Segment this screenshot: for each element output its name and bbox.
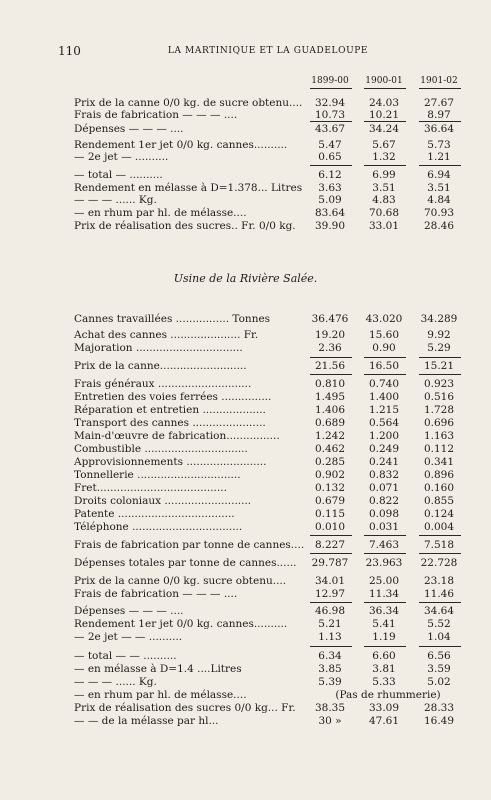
cell: 2.36 xyxy=(318,342,342,354)
row-label: — en mélasse à D=1.4 ....Litres xyxy=(74,663,242,675)
cell: 1.163 xyxy=(423,430,455,442)
running-title: LA MARTINIQUE ET LA GUADELOUPE xyxy=(167,46,369,56)
sum-rule xyxy=(364,646,406,647)
cell: 34.24 xyxy=(368,123,400,135)
cell: 5.52 xyxy=(427,618,451,630)
table-row xyxy=(0,495,491,507)
cell: 11.46 xyxy=(423,588,455,600)
cell: 34.64 xyxy=(423,605,455,617)
table-row xyxy=(0,391,491,403)
cell: 0.031 xyxy=(368,521,400,533)
cell: 25.00 xyxy=(368,575,400,587)
header-underline xyxy=(310,88,352,89)
cell: 0.855 xyxy=(423,495,455,507)
cell: 8.97 xyxy=(427,109,451,121)
cell: 83.64 xyxy=(314,207,346,219)
cell: 5.02 xyxy=(427,676,451,688)
table-row xyxy=(0,443,491,455)
row-label: Cannes travaillées ................ Tonnes xyxy=(74,313,271,325)
cell: 0.822 xyxy=(368,495,400,507)
cell: 0.249 xyxy=(368,443,400,455)
cell: 1.242 xyxy=(314,430,346,442)
cell: 0.696 xyxy=(423,417,455,429)
sum-rule xyxy=(310,357,352,358)
table-row xyxy=(0,715,491,727)
cell: 0.679 xyxy=(314,495,346,507)
sum-rule xyxy=(310,646,352,647)
row-label: — en rhum par hl. de mélasse.... xyxy=(74,689,247,701)
cell: 0.112 xyxy=(423,443,455,455)
cell: 70.93 xyxy=(423,207,455,219)
table-row xyxy=(0,539,491,551)
table-row xyxy=(0,508,491,520)
cell: 0.124 xyxy=(423,508,455,520)
table-row xyxy=(0,220,491,232)
cell: 1.32 xyxy=(372,151,396,163)
cell: 6.56 xyxy=(427,650,451,662)
cell: 7.518 xyxy=(423,539,455,551)
sum-rule xyxy=(419,165,461,166)
cell: 1.406 xyxy=(314,404,346,416)
row-label: Prix de la canne.......................... xyxy=(74,360,247,372)
cell: 1.04 xyxy=(427,631,451,643)
table-row xyxy=(0,194,491,206)
cell: 5.09 xyxy=(318,194,342,206)
row-label: Dépenses — — — .... xyxy=(74,605,184,617)
table-row xyxy=(0,430,491,442)
cell: 70.68 xyxy=(368,207,400,219)
cell: 38.35 xyxy=(314,702,346,714)
row-label: — — — ...... Kg. xyxy=(74,194,157,206)
column-header: 1901-02 xyxy=(420,76,458,86)
row-label: Patente ................................... xyxy=(74,508,235,520)
sum-rule xyxy=(310,121,352,122)
row-label: Dépenses — — — .... xyxy=(74,123,184,135)
cell: 1.19 xyxy=(372,631,396,643)
cell: 5.29 xyxy=(427,342,451,354)
row-label: Transport des cannes ...................... xyxy=(74,417,266,429)
column-header: 1900-01 xyxy=(365,76,403,86)
sum-rule xyxy=(310,535,352,536)
column-header: 1899-00 xyxy=(311,76,349,86)
cell: 15.60 xyxy=(368,329,400,341)
row-label: — — de la mélasse par hl... xyxy=(74,715,219,727)
cell: 22.728 xyxy=(420,557,458,569)
table-row xyxy=(0,329,491,341)
row-label: Frais de fabrication — — — .... xyxy=(74,588,238,600)
table-row xyxy=(0,417,491,429)
cell: 47.61 xyxy=(368,715,400,727)
cell: 3.59 xyxy=(427,663,451,675)
cell: 0.516 xyxy=(423,391,455,403)
row-label: Téléphone ................................. xyxy=(74,521,243,533)
table-row xyxy=(0,456,491,468)
cell: 12.97 xyxy=(314,588,346,600)
cell: 0.923 xyxy=(423,378,455,390)
cell: 16.50 xyxy=(368,360,400,372)
row-label: — 2e jet — — .......... xyxy=(74,631,183,643)
sum-rule xyxy=(364,374,406,375)
cell: 19.20 xyxy=(314,329,346,341)
table-row xyxy=(0,182,491,194)
cell: 1.400 xyxy=(368,391,400,403)
cell: 6.12 xyxy=(318,169,342,181)
cell: 5.47 xyxy=(318,139,342,151)
row-label: — — — ...... Kg. xyxy=(74,676,157,688)
cell: 34.289 xyxy=(420,313,458,325)
row-label: Prix de la canne 0/0 kg. sucre obtenu.... xyxy=(74,575,287,587)
cell: 39.90 xyxy=(314,220,346,232)
cell: 1.200 xyxy=(368,430,400,442)
table-row xyxy=(0,676,491,688)
cell: 34.01 xyxy=(314,575,346,587)
sum-rule xyxy=(310,165,352,166)
row-label: Prix de la canne 0/0 kg. de sucre obtenu.... xyxy=(74,97,303,109)
table-row xyxy=(0,650,491,662)
cell: 5.21 xyxy=(318,618,342,630)
sum-rule xyxy=(419,646,461,647)
cell: 3.51 xyxy=(427,182,451,194)
cell: 4.83 xyxy=(372,194,396,206)
table-row xyxy=(0,575,491,587)
table-row xyxy=(0,689,491,701)
row-label: Rendement en mélasse à D=1.378... Litres xyxy=(74,182,303,194)
table-row xyxy=(0,342,491,354)
header-underline xyxy=(419,88,461,89)
cell: 10.73 xyxy=(314,109,346,121)
cell: 5.73 xyxy=(427,139,451,151)
cell: 3.81 xyxy=(372,663,396,675)
table-row xyxy=(0,557,491,569)
cell: 0.740 xyxy=(368,378,400,390)
row-label: Droits coloniaux .......................... xyxy=(74,495,252,507)
table-row xyxy=(0,123,491,135)
cell: 6.94 xyxy=(427,169,451,181)
row-label: Prix de réalisation des sucres 0/0 kg... Fr. xyxy=(74,702,296,714)
cell: 28.33 xyxy=(423,702,455,714)
cell: 0.65 xyxy=(318,151,342,163)
cell: 4.84 xyxy=(427,194,451,206)
sum-rule xyxy=(364,553,406,554)
cell: 0.832 xyxy=(368,469,400,481)
cell: 43.67 xyxy=(314,123,346,135)
table-row xyxy=(0,663,491,675)
sum-rule xyxy=(419,602,461,603)
cell: 23.18 xyxy=(423,575,455,587)
table-row xyxy=(0,631,491,643)
cell: 33.09 xyxy=(368,702,400,714)
row-label: Achat des cannes ..................... Fr. xyxy=(74,329,259,341)
cell: 0.896 xyxy=(423,469,455,481)
cell: 0.689 xyxy=(314,417,346,429)
sum-rule xyxy=(419,535,461,536)
cell: 0.071 xyxy=(368,482,400,494)
page-header xyxy=(58,44,478,60)
cell: 0.902 xyxy=(314,469,346,481)
cell: 0.241 xyxy=(368,456,400,468)
cell: 36.34 xyxy=(368,605,400,617)
table-row xyxy=(0,109,491,121)
cell: 0.285 xyxy=(314,456,346,468)
sum-rule xyxy=(419,357,461,358)
table-row xyxy=(0,139,491,151)
table1-column-headers xyxy=(0,75,491,87)
row-label: Fret....................................... xyxy=(74,482,227,494)
table-row xyxy=(0,151,491,163)
sum-rule xyxy=(419,553,461,554)
cell: 0.004 xyxy=(423,521,455,533)
header-underline xyxy=(364,88,406,89)
row-label: — total — — .......... xyxy=(74,650,177,662)
note-cell: (Pas de rhummerie) xyxy=(335,689,441,701)
cell: 5.41 xyxy=(372,618,396,630)
row-label: Main-d'œuvre de fabrication................ xyxy=(74,430,280,442)
cell: 0.160 xyxy=(423,482,455,494)
cell: 0.115 xyxy=(314,508,346,520)
cell: 28.46 xyxy=(423,220,455,232)
row-label: Majoration ................................ xyxy=(74,342,243,354)
cell: 7.463 xyxy=(368,539,400,551)
table-row xyxy=(0,207,491,219)
row-label: Rendement 1er jet 0/0 kg. cannes.......... xyxy=(74,618,288,630)
cell: 0.010 xyxy=(314,521,346,533)
row-label: Réparation et entretien ................... xyxy=(74,404,266,416)
cell: 0.341 xyxy=(423,456,455,468)
row-label: — 2e jet — .......... xyxy=(74,151,169,163)
row-label: Entretien des voies ferrées ............... xyxy=(74,391,272,403)
row-label: Tonnellerie ............................... xyxy=(74,469,241,481)
row-label: Approvisionnements ........................ xyxy=(74,456,267,468)
cell: 9.92 xyxy=(427,329,451,341)
sum-rule xyxy=(364,165,406,166)
cell: 29.787 xyxy=(311,557,349,569)
row-label: Prix de réalisation des sucres.. Fr. 0/0 kg. xyxy=(74,220,296,232)
row-label: Frais généraux ............................ xyxy=(74,378,252,390)
cell: 3.63 xyxy=(318,182,342,194)
cell: 32.94 xyxy=(314,97,346,109)
cell: 10.21 xyxy=(368,109,400,121)
table-row xyxy=(0,469,491,481)
table-row xyxy=(0,169,491,181)
cell: 15.21 xyxy=(423,360,455,372)
cell: 1.495 xyxy=(314,391,346,403)
sum-rule xyxy=(310,602,352,603)
table-row xyxy=(0,588,491,600)
cell: 33.01 xyxy=(368,220,400,232)
cell: 8.227 xyxy=(314,539,346,551)
sum-rule xyxy=(364,357,406,358)
sum-rule xyxy=(419,121,461,122)
cell: 43.020 xyxy=(365,313,403,325)
row-label: — total — .......... xyxy=(74,169,163,181)
cell: 1.21 xyxy=(427,151,451,163)
table-row xyxy=(0,97,491,109)
cell: 5.67 xyxy=(372,139,396,151)
table-row xyxy=(0,360,491,372)
cell: 6.60 xyxy=(372,650,396,662)
sum-rule xyxy=(419,374,461,375)
cell: 5.39 xyxy=(318,676,342,688)
table-row xyxy=(0,378,491,390)
cell: 0.90 xyxy=(372,342,396,354)
cell: 1.728 xyxy=(423,404,455,416)
section-title: Usine de la Rivière Salée. xyxy=(173,272,318,285)
sum-rule xyxy=(310,374,352,375)
table-row xyxy=(0,521,491,533)
cell: 46.98 xyxy=(314,605,346,617)
table-row xyxy=(0,605,491,617)
sum-rule xyxy=(364,121,406,122)
cell: 11.34 xyxy=(368,588,400,600)
cell: 0.810 xyxy=(314,378,346,390)
cell: 5.33 xyxy=(372,676,396,688)
cell: 24.03 xyxy=(368,97,400,109)
row-label: Combustible ............................... xyxy=(74,443,248,455)
cell: 27.67 xyxy=(423,97,455,109)
cell: 23.963 xyxy=(365,557,403,569)
cell: 0.132 xyxy=(314,482,346,494)
table-row xyxy=(0,702,491,714)
cell: 6.99 xyxy=(372,169,396,181)
cell: 0.098 xyxy=(368,508,400,520)
table-row xyxy=(0,482,491,494)
cell: 36.476 xyxy=(311,313,349,325)
row-label: — en rhum par hl. de mélasse.... xyxy=(74,207,247,219)
cell: 3.85 xyxy=(318,663,342,675)
sum-rule xyxy=(364,535,406,536)
cell: 1.215 xyxy=(368,404,400,416)
row-label: Frais de fabrication par tonne de cannes.... xyxy=(74,539,305,551)
row-label: Dépenses totales par tonne de cannes...... xyxy=(74,557,297,569)
cell: 30 » xyxy=(318,715,342,727)
cell: 21.56 xyxy=(314,360,346,372)
cell: 36.64 xyxy=(423,123,455,135)
sum-rule xyxy=(310,553,352,554)
cell: 6.34 xyxy=(318,650,342,662)
cell: 1.13 xyxy=(318,631,342,643)
cell: 0.564 xyxy=(368,417,400,429)
cell: 0.462 xyxy=(314,443,346,455)
row-label: Rendement 1er jet 0/0 kg. cannes.......... xyxy=(74,139,288,151)
sum-rule xyxy=(364,602,406,603)
table-row xyxy=(0,404,491,416)
page-number: 110 xyxy=(58,44,81,58)
cell: 16.49 xyxy=(423,715,455,727)
table-row xyxy=(0,618,491,630)
row-label: Frais de fabrication — — — .... xyxy=(74,109,238,121)
cell: 3.51 xyxy=(372,182,396,194)
table-row xyxy=(0,313,491,325)
